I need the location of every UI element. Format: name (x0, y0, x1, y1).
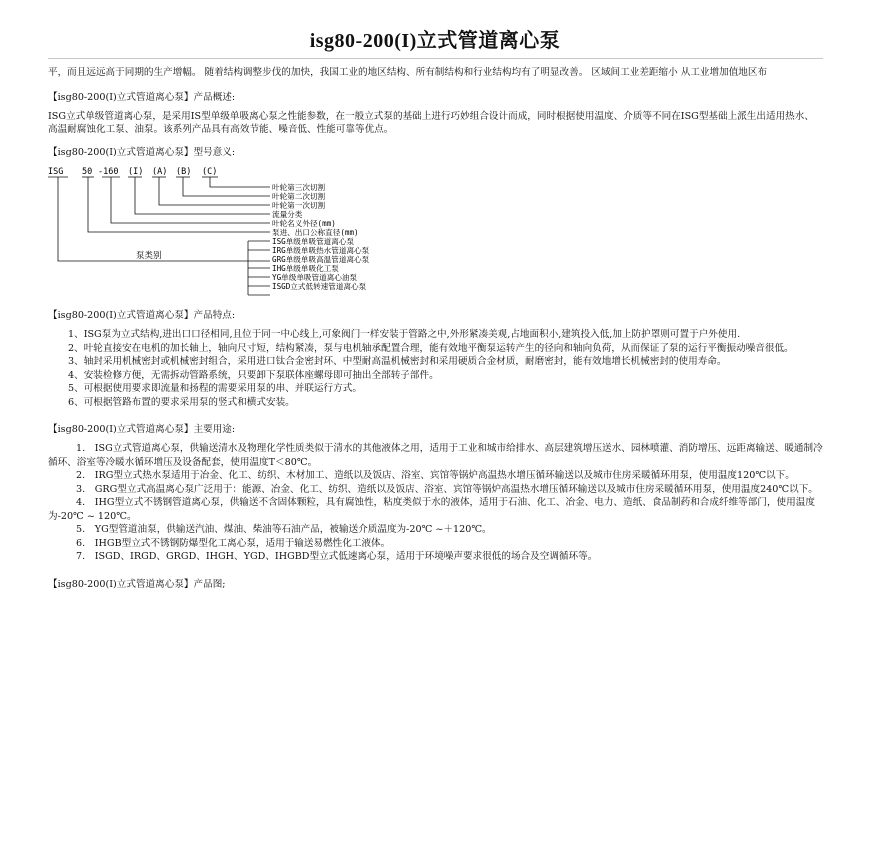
document-body (48, 66, 823, 597)
use-item: 7. ISGD、IRGD、GRGD、IHGH、YGD、IHGBD型立式低速离心泵，适用于环境噪声要求很低的场合及空调循环等。 (76, 551, 598, 562)
title-divider (48, 58, 823, 59)
use-item: 4. IHG型立式不锈钢管道离心泵，供输送不含固体颗粒，具有腐蚀性，粘度类似于水的液体，适用于石油、化工、冶金、电力、造纸、食品制药和合成纤维等部门，使用温度为-20℃ ~ 120℃。 (48, 497, 815, 522)
meaning-labels (272, 182, 370, 291)
series-label: 泵类别 (136, 251, 162, 261)
features-heading: 【isg80-200(I)立式管道离心泵】产品特点: (48, 310, 236, 321)
meaning-isg: ISG单级单吸管道离心泵 (272, 237, 355, 246)
meaning-yg: YG单级单吸管道离心油泵 (272, 273, 358, 282)
figure-heading: 【isg80-200(I)立式管道离心泵】产品图; (48, 578, 226, 590)
use-item: 1. ISG立式管道离心泵，供输送清水及物理化学性质类似于清水的其他液体之用，适用于工业和城市给排水、高层建筑增压送水、园林喷灌、消防增压、远距离输送、暖通制冷循环、浴室等冷暖水循环增压及设备配套，使用温度T＜80℃。 (48, 443, 823, 468)
feature-item: 1、ISG泵为立式结构,进出口口径相同,且位于同一中心线上,可象阀门一样安装于管路之中,外形紧凑美观,占地面积小,建筑投入低,加上防护罩则可置于户外使用. (68, 329, 741, 340)
use-item: 5. YG型管道油泵，供输送汽油、煤油、柴油等石油产品，被输送介质温度为-20℃ ~＋120℃。 (76, 524, 492, 535)
overview-paragraph: ISG立式单级管道离心泵，是采用IS型单级单吸离心泵之性能参数，在一般立式泵的基础上进行巧妙组合设计而成，同时根据使用温度、介质等不同在ISG型基础上派生出适用热水、高温耐腐蚀化工泵、油泵。该系列产品具有高效节能、噪音低、性能可靠等优点。 (48, 111, 814, 135)
model-code-svg (48, 165, 468, 303)
code-i: (I) (128, 167, 144, 177)
model-heading: 【isg80-200(I)立式管道离心泵】型号意义: (48, 147, 236, 158)
feature-item: 3、轴封采用机械密封或机械密封组合，采用进口钛合金密封环、中型耐高温机械密封和采用硬质合金材质，耐磨密封，能有效地增长机械密封的使用寿命。 (68, 356, 727, 367)
meaning-impeller-diameter: 叶轮名义外径(mm) (272, 219, 336, 228)
code-50: 50 (82, 167, 93, 177)
model-code-diagram (48, 165, 823, 303)
use-item: 2. IRG型立式热水泵适用于冶金、化工、纺织、木材加工、造纸以及饭店、浴室、宾馆等锅炉高温热水增压循环输送以及城市住房采暖循环用泵，使用温度120℃以下。 (76, 470, 795, 481)
intro-paragraph: 平，而且远远高于同期的生产增幅。 随着结构调整步伐的加快，我国工业的地区结构、所有制结构和行业结构均有了明显改善。 区域间工业差距缩小 从工业增加值地区布 (48, 67, 768, 78)
feature-item: 2、叶轮直接安在电机的加长轴上，轴向尺寸短，结构紧凑，泵与电机轴承配置合理，能有效地平衡泵运转产生的径向和轴向负荷，从而保证了泵的运行平衡振动噪音很低。 (68, 342, 794, 354)
meaning-ihg: IHG单级单吸化工泵 (272, 264, 339, 273)
meaning-third-cut: 叶轮第三次切割 (272, 183, 326, 192)
meaning-flow-class: 流量分类 (272, 210, 303, 219)
use-item: 6. IHGB型立式不锈钢防爆型化工离心泵，适用于输送易燃性化工液体。 (76, 537, 391, 549)
meaning-second-cut: 叶轮第二次切割 (272, 192, 326, 201)
feature-item: 4、安装检修方便，无需拆动管路系统，只要卸下泵联体座螺母即可抽出全部转子部件。 (68, 369, 439, 381)
code-160: -160 (98, 167, 119, 177)
meaning-first-cut: 叶轮第一次切割 (272, 201, 326, 210)
code-b: (B) (176, 167, 192, 177)
page-title: isg80-200(I)立式管道离心泵 (309, 30, 561, 52)
overview-heading: 【isg80-200(I)立式管道离心泵】产品概述: (48, 92, 236, 103)
code-isg: ISG (48, 167, 64, 177)
features-list (48, 328, 823, 409)
meaning-isgd: ISGD立式低转速管道离心泵 (272, 282, 367, 291)
uses-heading: 【isg80-200(I)立式管道离心泵】主要用途: (48, 424, 236, 435)
leader-lines (58, 177, 270, 295)
code-a: (A) (152, 167, 168, 177)
meaning-irg: IRG单级单吸热水管道离心泵 (272, 246, 370, 255)
use-item: 3. GRG型立式高温离心泵广泛用于：能源、冶金、化工、纺织、造纸以及饭店、浴室、宾馆等锅炉高温热水增压循环输送以及城市住房采暖循环用泵，使用温度240℃以下。 (76, 483, 818, 495)
code-c: (C) (202, 167, 218, 177)
feature-item: 5、可根据使用要求即流量和扬程的需要采用泵的串、并联运行方式。 (68, 383, 362, 394)
meaning-grg: GRG单级单吸高温管道离心泵 (272, 255, 370, 264)
uses-list (48, 442, 823, 564)
meaning-nominal-diameter: 泵进、出口公称直径(mm) (272, 228, 359, 237)
feature-item: 6、可根据管路布置的要求采用泵的竖式和横式安装。 (68, 396, 295, 408)
